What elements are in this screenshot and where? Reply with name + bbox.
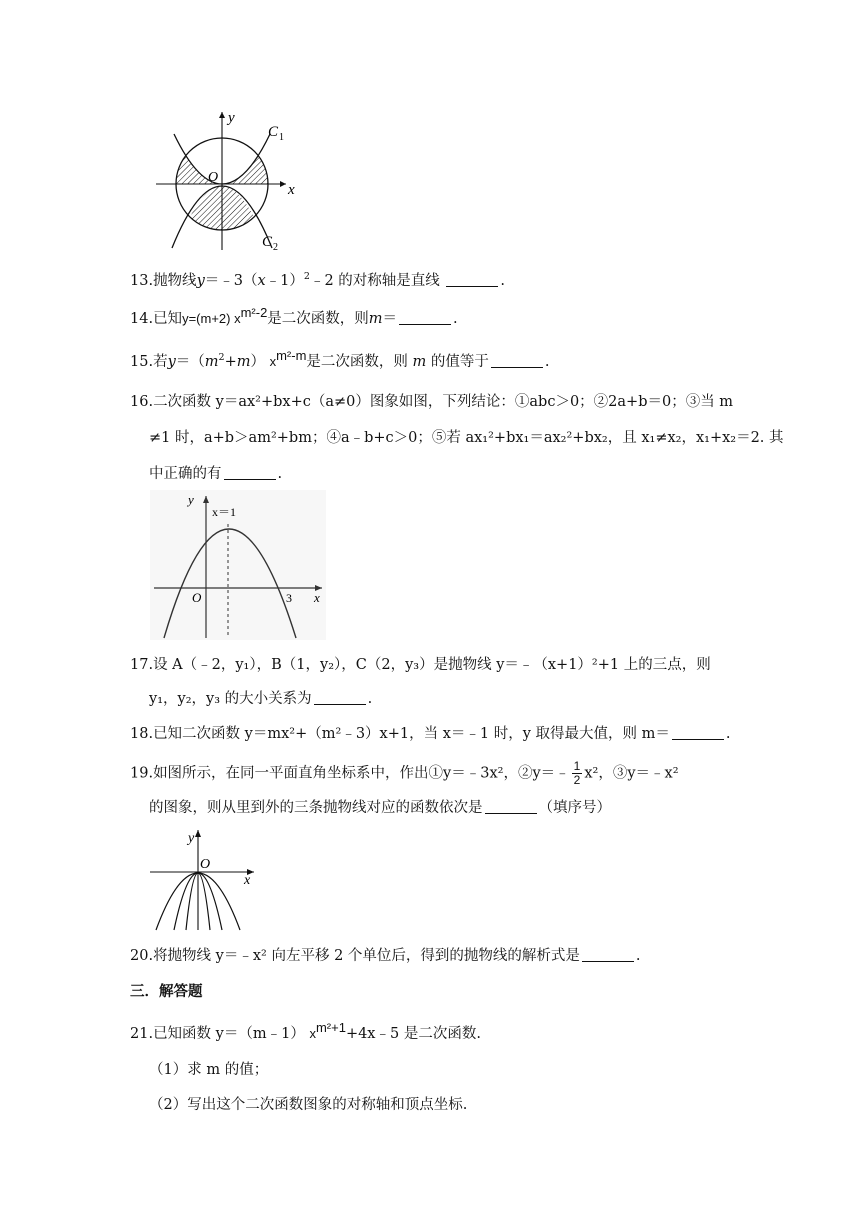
answer-blank[interactable]: [672, 725, 724, 740]
var-m: m: [236, 354, 251, 370]
question-number: 13.: [130, 273, 154, 289]
q19-text-1a: 如图所示，在同一平面直角坐标系中，作出①y＝﹣3x²，②y＝﹣: [153, 765, 570, 782]
var-y: y: [167, 354, 176, 370]
fraction-one-half: [572, 760, 583, 787]
paren: ）: [250, 354, 265, 370]
question-number: 19.: [130, 765, 154, 782]
figure-three-parabolas: [150, 826, 260, 932]
question-number: 20.: [130, 948, 154, 964]
var-x: x: [257, 273, 266, 289]
question-16-line-2: [149, 428, 784, 448]
fraction-numerator: 1: [573, 759, 581, 773]
axis-label-y: y: [188, 492, 194, 507]
fraction-denominator: 2: [573, 773, 581, 787]
period: .: [725, 726, 731, 742]
q17-text-1: 设 A（﹣2，y₁），B（1，y₂），C（2，y₃）是抛物线 y＝﹣（x+1）²+1 上的三点，则: [153, 657, 711, 673]
q19-text-2: 的图象，则从里到外的三条抛物线对应的函数依次是: [149, 800, 483, 816]
var-x: x: [269, 354, 277, 369]
axis-label-y: y: [188, 831, 195, 846]
figure-parabola-vertex: [150, 490, 326, 640]
answer-blank[interactable]: [582, 947, 634, 962]
axis-label-x: x: [288, 182, 295, 198]
q16-text-1: 二次函数 y＝ax²+bx+c（a≠0）图象如图，下列结论：①abc＞0；②2a+b＝0；③当 m: [153, 394, 734, 410]
q20-text: 将抛物线 y＝﹣x² 向左平移 2 个单位后，得到的抛物线的解析式是: [153, 948, 580, 964]
q19-text-tail: （填序号）: [538, 800, 611, 816]
answer-blank[interactable]: [491, 353, 543, 368]
period: .: [544, 354, 550, 370]
label-c1: C: [268, 124, 279, 140]
period: .: [277, 466, 283, 482]
q14-eq: ＝: [382, 311, 398, 327]
q16-text-3: 中正确的有: [149, 466, 222, 482]
figure-circle-parabolas: [150, 108, 300, 254]
q15-post2: 的值等于: [430, 354, 489, 370]
q13-rest: ﹣1）: [265, 273, 304, 289]
question-15: [130, 348, 550, 372]
q19-text-1b: x²，③y＝﹣x²: [584, 765, 679, 782]
exponent: 2: [218, 352, 225, 363]
question-18: [130, 724, 730, 744]
question-number: 17.: [130, 657, 154, 673]
label-c1-sub: 1: [279, 132, 284, 143]
q15-eq: ＝（: [175, 354, 205, 370]
question-16-line-1: [130, 392, 733, 412]
tick-label-3: 3: [286, 591, 292, 605]
q21-post: +4x﹣5 是二次函数.: [345, 1026, 481, 1042]
question-19-line-2: [149, 798, 611, 818]
axis-of-symmetry-label: x＝1: [212, 505, 237, 519]
q14-post: 是二次函数，则: [267, 311, 369, 327]
question-17-line-2: [149, 689, 372, 709]
var-y: y: [196, 273, 205, 289]
q17-text-2: y₁，y₂，y₃ 的大小关系为: [149, 691, 312, 707]
label-c2-sub: 2: [273, 242, 278, 253]
period: .: [367, 691, 373, 707]
question-13: [130, 271, 505, 291]
question-14: [130, 305, 458, 329]
question-21-part-1: （1）求 m 的值；: [149, 1062, 269, 1078]
section-heading: 三．解答题: [130, 983, 203, 1000]
label-c2: C: [262, 234, 273, 250]
answer-blank[interactable]: [314, 690, 366, 705]
question-number: 14.: [130, 311, 154, 327]
period: .: [635, 948, 641, 964]
q15-pre: 若: [153, 354, 168, 370]
question-21: [130, 1020, 481, 1044]
question-number: 18.: [130, 726, 154, 742]
q15-exponent: m²-m: [276, 348, 307, 363]
plus: +: [224, 354, 237, 370]
origin-label: O: [192, 590, 202, 605]
question-number: 15.: [130, 354, 154, 370]
var-m: m: [204, 354, 219, 370]
q16-text-2: ≠1 时，a+b＞am²+bm；④a﹣b+c＞0；⑤若 ax₁²+bx₁＝ax₂²+bx₂，且 x₁≠x₂，x₁+x₂＝2. 其: [149, 430, 784, 446]
q15-post: 是二次函数，则: [306, 354, 408, 370]
var-m: m: [412, 354, 427, 370]
question-number: 21.: [130, 1026, 154, 1042]
axis-label-x: x: [314, 590, 320, 605]
question-19-line-1: [130, 760, 679, 787]
answer-blank[interactable]: [399, 310, 451, 325]
var-x: x: [309, 1026, 316, 1041]
axis-label-x: x: [244, 873, 251, 888]
axis-label-y: y: [228, 110, 235, 126]
q14-formula: y=(m+2) x: [182, 311, 241, 326]
q14-exponent: m²-2: [240, 305, 268, 320]
question-16-line-3: [149, 464, 282, 484]
q21-pre: 已知函数 y＝（m﹣1）: [153, 1026, 305, 1042]
question-17-line-1: [130, 655, 711, 675]
answer-blank[interactable]: [224, 465, 276, 480]
q13-tail: ﹣2 的对称轴是直线: [309, 273, 440, 289]
answer-blank[interactable]: [446, 272, 498, 287]
question-20: [130, 946, 641, 966]
q13-eq: ＝﹣3（: [204, 273, 258, 289]
question-21-part-2: （2）写出这个二次函数图象的对称轴和顶点坐标.: [149, 1097, 468, 1113]
q13-text: 抛物线: [153, 273, 197, 289]
var-m: m: [368, 311, 383, 327]
exponent: 2: [303, 271, 310, 282]
answer-blank[interactable]: [485, 799, 537, 814]
period: .: [453, 311, 458, 327]
q14-pre: 已知: [153, 311, 183, 327]
origin-label: O: [200, 857, 211, 872]
question-number: 16.: [130, 394, 154, 410]
period: .: [500, 273, 506, 289]
origin-label: O: [208, 170, 219, 185]
q21-exponent: m²+1: [315, 1020, 346, 1035]
q18-text: 已知二次函数 y＝mx²+（m²﹣3）x+1，当 x＝﹣1 时，y 取得最大值，则 m＝: [153, 726, 670, 742]
